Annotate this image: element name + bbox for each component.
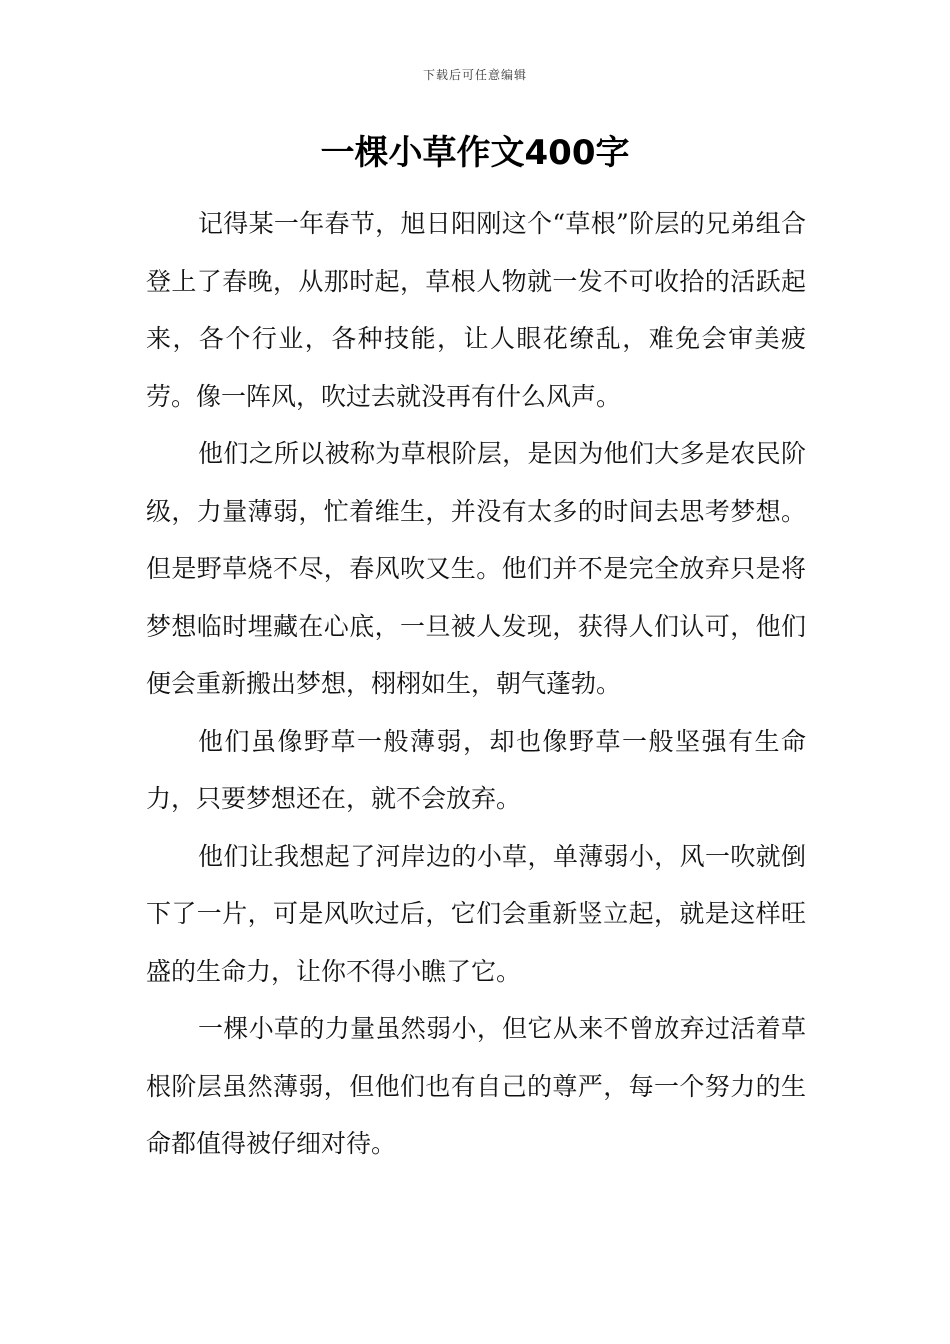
page-header-note: 下载后可任意编辑 (422, 68, 527, 82)
document-body (146, 195, 806, 1173)
paragraph-2: 他们之所以被称为草根阶层，是因为他们大多是农民阶级，力量薄弱，忙着维生，并没有太多的时间去思考梦想。但是野草烧不尽，春风吹又生。他们并不是完全放弃只是将梦想临时埋藏在心底，一旦被人发现，获得人们认可，他们便会重新搬出梦想，栩栩如生，朝气蓬勃。 (146, 439, 806, 698)
paragraph-4: 他们让我想起了河岸边的小草，单薄弱小，风一吹就倒下了一片，可是风吹过后，它们会重新竖立起，就是这样旺盛的生命力，让你不得小瞧了它。 (146, 841, 806, 986)
paragraph-1: 记得某一年春节，旭日阳刚这个“草根”阶层的兄弟组合登上了春晚，从那时起，草根人物就一发不可收拾的活跃起来，各个行业，各种技能，让人眼花缭乱，难免会审美疲劳。像一阵风，吹过去就没再有什么风声。 (146, 209, 806, 411)
paragraph-5: 一棵小草的力量虽然弱小，但它从来不曾放弃过活着草根阶层虽然薄弱，但他们也有自己的尊严，每一个努力的生命都值得被仔细对待。 (146, 1014, 806, 1158)
paragraph-3: 他们虽像野草一般薄弱，却也像野草一般坚强有生命力，只要梦想还在，就不会放弃。 (146, 726, 806, 813)
document-title: 一棵小草作文400字 (320, 133, 630, 173)
